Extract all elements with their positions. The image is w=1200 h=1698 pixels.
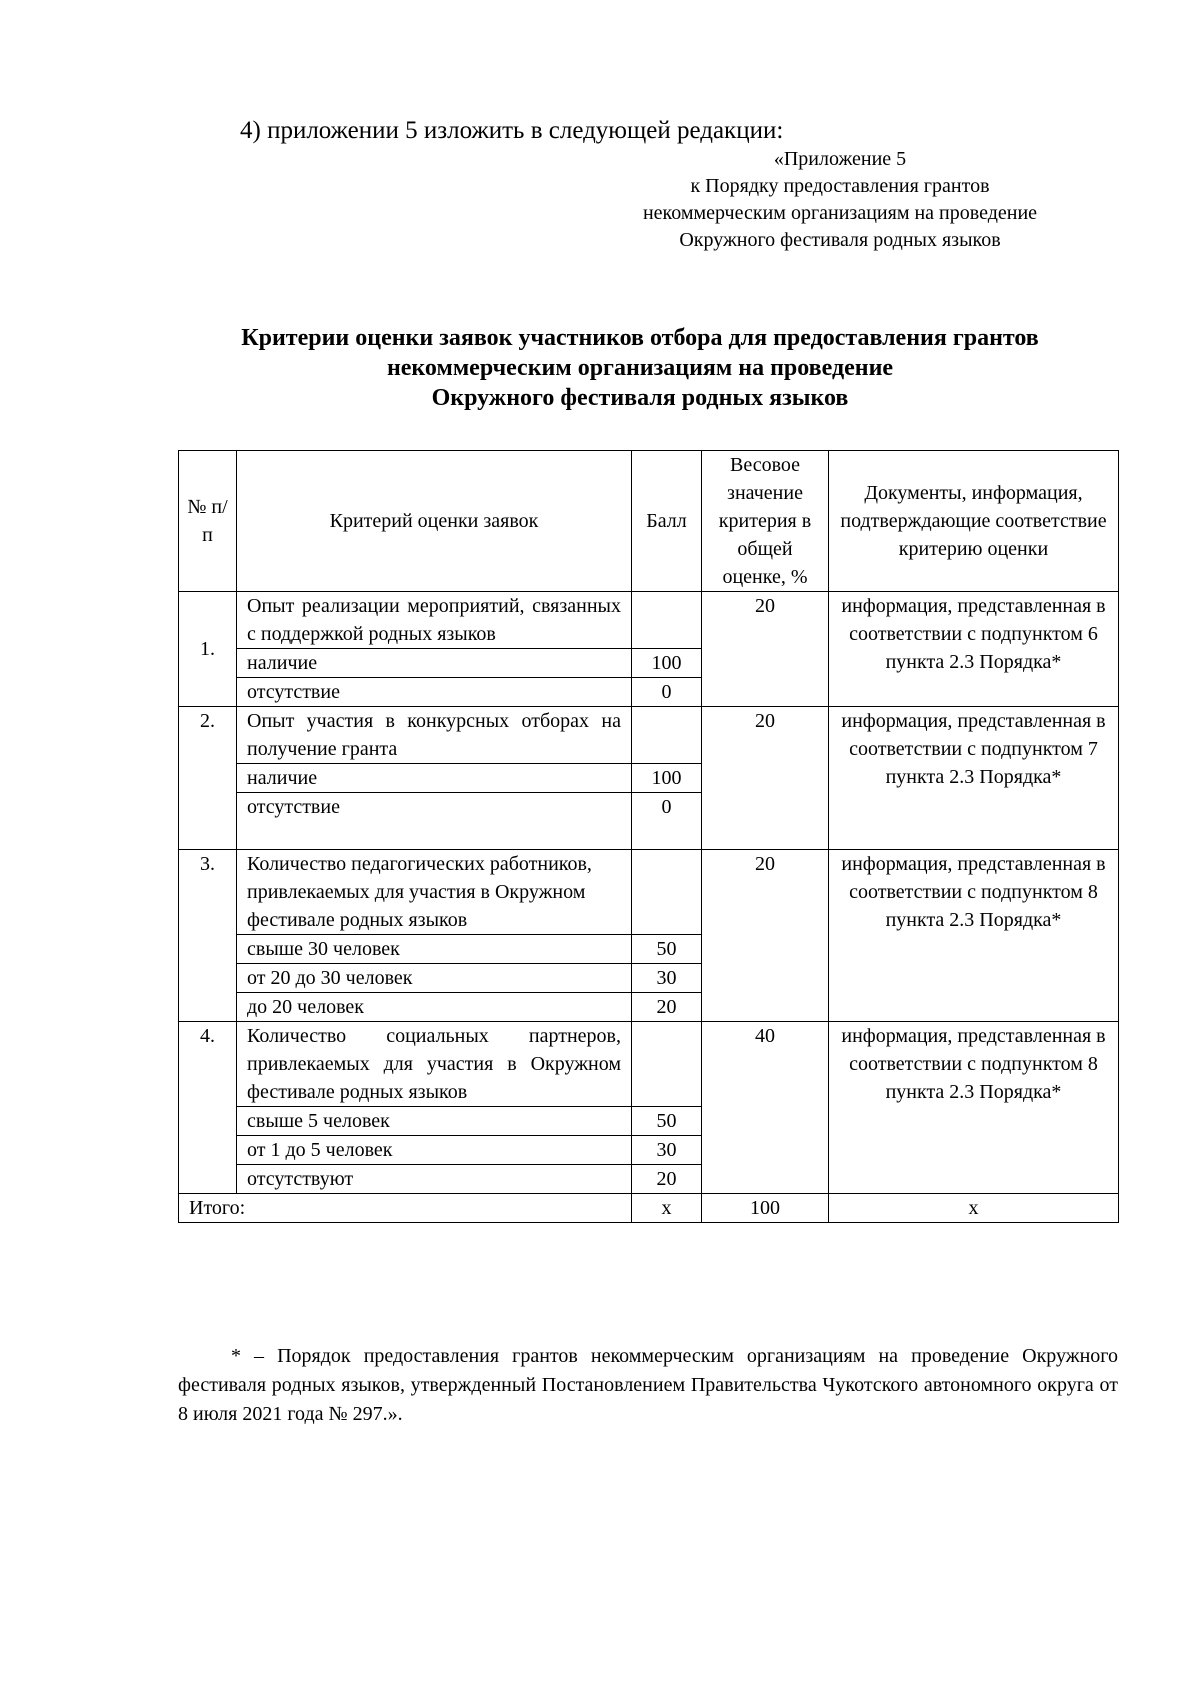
option-label: свыше 5 человек xyxy=(237,1107,632,1136)
header-num: № п/п xyxy=(179,451,237,592)
criteria-table xyxy=(178,450,1119,1223)
title-line: Критерии оценки заявок участников отбора для предоставления грантов xyxy=(241,325,1039,351)
appendix-line: некоммерческим организациям на проведение xyxy=(642,202,1038,224)
criterion-score xyxy=(632,1022,702,1107)
appendix-line: «Приложение 5 xyxy=(773,148,907,170)
document-title xyxy=(140,323,1140,413)
option-score: 20 xyxy=(632,993,702,1022)
appendix-line: к Порядку предоставления грантов xyxy=(690,175,990,197)
table-row xyxy=(179,592,1119,649)
criterion-docs: информация, представленная в соответствии с подпунктом 6 пункта 2.3 Порядка* xyxy=(829,592,1119,707)
appendix-line: Окружного фестиваля родных языков xyxy=(679,229,1001,251)
option-score: 50 xyxy=(632,935,702,964)
option-score: 100 xyxy=(632,649,702,678)
criterion-docs: информация, представленная в соответствии с подпунктом 7 пункта 2.3 Порядка* xyxy=(829,707,1119,850)
table-row xyxy=(179,1022,1119,1107)
title-line: некоммерческим организациям на проведение xyxy=(386,355,894,381)
option-label: наличие xyxy=(237,649,632,678)
option-score: 30 xyxy=(632,1136,702,1165)
total-docs: х xyxy=(829,1194,1119,1223)
header-criterion: Критерий оценки заявок xyxy=(237,451,632,592)
table-row xyxy=(179,850,1119,935)
header-docs: Документы, информация, подтверждающие соответствие критерию оценки xyxy=(829,451,1119,592)
footnote: * – Порядок предоставления грантов некоммерческим организациям на проведение Окружного фестиваля родных языков, утвержденный Постановлением Правительства Чукотского автономного округа от 8 июля 2021 года № 297.». xyxy=(178,1345,1118,1425)
criterion-text: Опыт реализации мероприятий, связанных с поддержкой родных языков xyxy=(237,592,632,649)
intro-text: 4) приложении 5 изложить в следующей редакции: xyxy=(240,117,784,144)
title-line: Окружного фестиваля родных языков xyxy=(431,385,849,411)
header-weight: Весовое значение критерия в общей оценке, % xyxy=(702,451,829,592)
criterion-score xyxy=(632,592,702,649)
option-label: свыше 30 человек xyxy=(237,935,632,964)
option-label: наличие xyxy=(237,764,632,793)
total-row xyxy=(179,1194,1119,1223)
row-number: 1. xyxy=(179,592,237,707)
criterion-text: Опыт участия в конкурсных отборах на получение гранта xyxy=(237,707,632,764)
criterion-score xyxy=(632,850,702,935)
option-label: отсутствуют xyxy=(237,1165,632,1194)
criterion-docs: информация, представленная в соответствии с подпунктом 8 пункта 2.3 Порядка* xyxy=(829,850,1119,1022)
criterion-score xyxy=(632,707,702,764)
option-score: 100 xyxy=(632,764,702,793)
row-number: 4. xyxy=(179,1022,237,1194)
option-score: 0 xyxy=(632,793,702,850)
option-label: от 20 до 30 человек xyxy=(237,964,632,993)
table-header-row xyxy=(179,451,1119,592)
option-label: до 20 человек xyxy=(237,993,632,1022)
appendix-reference xyxy=(560,146,1120,254)
criterion-text: Количество педагогических работников, привлекаемых для участия в Окружном фестивале родных языков xyxy=(237,850,632,935)
option-score: 30 xyxy=(632,964,702,993)
row-number: 2. xyxy=(179,707,237,850)
option-score: 50 xyxy=(632,1107,702,1136)
row-number: 3. xyxy=(179,850,237,1022)
criterion-weight: 20 xyxy=(702,707,829,850)
total-weight: 100 xyxy=(702,1194,829,1223)
option-score: 20 xyxy=(632,1165,702,1194)
criterion-weight: 20 xyxy=(702,850,829,1022)
criterion-weight: 40 xyxy=(702,1022,829,1194)
header-score: Балл xyxy=(632,451,702,592)
table-row xyxy=(179,707,1119,764)
criterion-docs: информация, представленная в соответствии с подпунктом 8 пункта 2.3 Порядка* xyxy=(829,1022,1119,1194)
total-label: Итого: xyxy=(179,1194,632,1223)
option-label: отсутствие xyxy=(237,678,632,707)
option-label: от 1 до 5 человек xyxy=(237,1136,632,1165)
criterion-text: Количество социальных партнеров, привлекаемых для участия в Окружном фестивале родных языков xyxy=(237,1022,632,1107)
option-score: 0 xyxy=(632,678,702,707)
option-label: отсутствие xyxy=(237,793,632,850)
criterion-weight: 20 xyxy=(702,592,829,707)
total-score: х xyxy=(632,1194,702,1223)
